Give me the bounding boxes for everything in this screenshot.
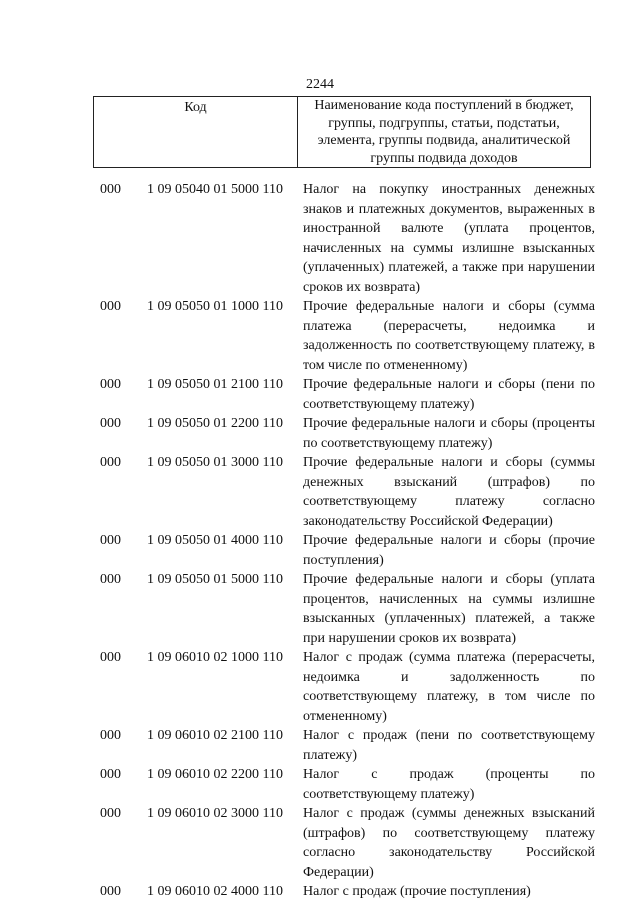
revenue-name: Налог на покупку иностранных денежных знаков и платежных документов, выраженных в иностранной валюте (уплата процентов, начисленных на суммы излишне взысканных (уплаченных) платежей, а также при нарушении сроков их возврата) bbox=[303, 182, 595, 295]
table-header bbox=[93, 96, 591, 168]
header-name-label: Наименование кода поступлений в бюджет, группы, подгруппы, статьи, подстатьи, элемента, группы подвида, аналитической группы подвида доходов bbox=[314, 98, 574, 166]
admin-code: 000 bbox=[100, 377, 121, 392]
revenue-name: Прочие федеральные налоги и сборы (прочие поступления) bbox=[303, 533, 595, 568]
table-row bbox=[100, 570, 595, 648]
revenue-code: 1 09 05050 01 5000 110 bbox=[147, 572, 283, 587]
table-row bbox=[100, 297, 595, 375]
admin-code: 000 bbox=[100, 806, 121, 821]
admin-code: 000 bbox=[100, 416, 121, 431]
table-row bbox=[100, 804, 595, 882]
table-row bbox=[100, 648, 595, 726]
admin-code: 000 bbox=[100, 884, 121, 899]
revenue-name: Налог с продаж (проценты по соответствующему платежу) bbox=[303, 767, 595, 802]
table-row bbox=[100, 375, 595, 414]
revenue-name: Налог с продаж (пени по соответствующему платежу) bbox=[303, 728, 595, 763]
revenue-name: Налог с продаж (сумма платежа (перерасчеты, недоимка и задолженность по соответствующему платежу, в том числе по отмененному) bbox=[303, 650, 595, 724]
table-row bbox=[100, 882, 595, 902]
revenue-name: Прочие федеральные налоги и сборы (сумма платежа (перерасчеты, недоимка и задолженность по соответствующему платежу, в том числе по отмененному) bbox=[303, 299, 595, 373]
revenue-name: Прочие федеральные налоги и сборы (пени по соответствующему платежу) bbox=[303, 377, 595, 412]
revenue-name: Прочие федеральные налоги и сборы (уплата процентов, начисленных на суммы излишне взысканных (уплаченных) платежей, а также при нарушении сроков их возврата) bbox=[303, 572, 595, 646]
revenue-code: 1 09 05050 01 1000 110 bbox=[147, 299, 283, 314]
revenue-code: 1 09 05050 01 2200 110 bbox=[147, 416, 283, 431]
table-row bbox=[100, 726, 595, 765]
admin-code: 000 bbox=[100, 299, 121, 314]
table-row bbox=[100, 531, 595, 570]
revenue-name: Прочие федеральные налоги и сборы (проценты по соответствующему платежу) bbox=[303, 416, 595, 451]
table-row bbox=[100, 765, 595, 804]
revenue-code: 1 09 06010 02 4000 110 bbox=[147, 884, 283, 899]
admin-code: 000 bbox=[100, 572, 121, 587]
revenue-code: 1 09 05050 01 3000 110 bbox=[147, 455, 283, 470]
admin-code: 000 bbox=[100, 728, 121, 743]
revenue-code: 1 09 06010 02 2200 110 bbox=[147, 767, 283, 782]
admin-code: 000 bbox=[100, 767, 121, 782]
revenue-code: 1 09 05040 01 5000 110 bbox=[147, 182, 283, 197]
table-row bbox=[100, 414, 595, 453]
revenue-name: Прочие федеральные налоги и сборы (суммы денежных взысканий (штрафов) по соответствующему платежу согласно законодательству Российской Федерации) bbox=[303, 455, 595, 529]
table-row bbox=[100, 453, 595, 531]
revenue-code: 1 09 05050 01 2100 110 bbox=[147, 377, 283, 392]
admin-code: 000 bbox=[100, 650, 121, 665]
header-code-label: Код bbox=[94, 97, 298, 167]
revenue-name: Налог с продаж (суммы денежных взысканий (штрафов) по соответствующему платежу согласно законодательству Российской Федерации) bbox=[303, 806, 595, 880]
page-number: 2244 bbox=[306, 77, 334, 92]
table-body bbox=[100, 180, 595, 902]
revenue-code: 1 09 06010 02 3000 110 bbox=[147, 806, 283, 821]
admin-code: 000 bbox=[100, 182, 121, 197]
admin-code: 000 bbox=[100, 455, 121, 470]
revenue-code: 1 09 06010 02 1000 110 bbox=[147, 650, 283, 665]
table-row bbox=[100, 180, 595, 297]
revenue-code: 1 09 05050 01 4000 110 bbox=[147, 533, 283, 548]
admin-code: 000 bbox=[100, 533, 121, 548]
revenue-name: Налог с продаж (прочие поступления) bbox=[303, 884, 531, 899]
revenue-code: 1 09 06010 02 2100 110 bbox=[147, 728, 283, 743]
